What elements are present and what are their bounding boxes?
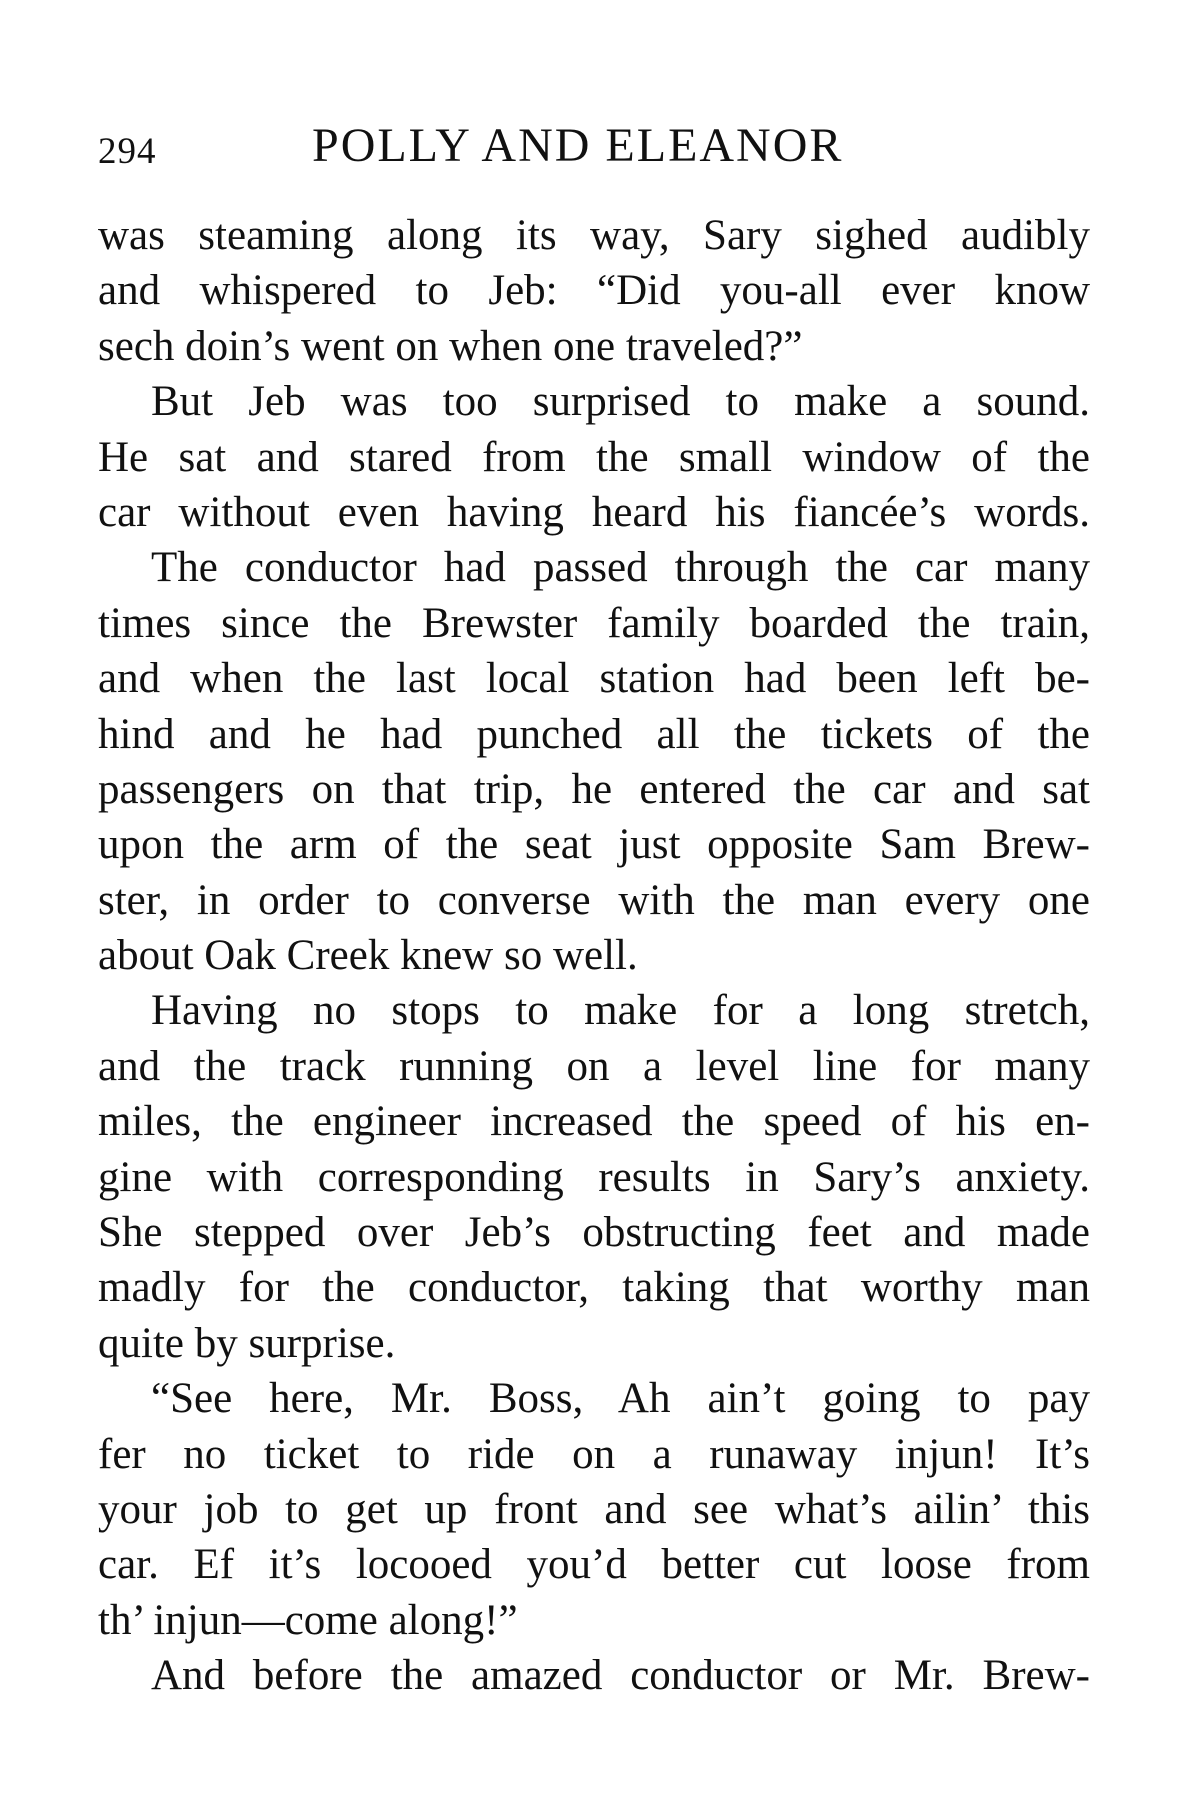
text-line: Having no stops to make for a long stretch, <box>151 987 1090 1035</box>
text-line: and whispered to Jeb: “Did you-all ever know <box>98 267 1090 315</box>
text-line: madly for the conductor, taking that worthy man <box>98 1264 1090 1312</box>
text-line: upon the arm of the seat just opposite Sam Brew- <box>98 821 1090 869</box>
text-line: and the track running on a level line for many <box>98 1042 1090 1090</box>
text-line: passengers on that trip, he entered the car and sat <box>98 765 1090 813</box>
body-text <box>98 208 1090 1704</box>
text-line: She stepped over Jeb’s obstructing feet and made <box>98 1209 1090 1257</box>
text-line: and when the last local station had been left be- <box>98 655 1090 703</box>
text-line: gine with corresponding results in Sary’s anxiety. <box>98 1153 1090 1201</box>
text-line: “See here, Mr. Boss, Ah ain’t going to pay <box>151 1375 1090 1423</box>
text-line: about Oak Creek knew so well. <box>98 932 638 980</box>
text-line: quite by surprise. <box>98 1319 396 1367</box>
text-line: He sat and stared from the small window of the <box>98 433 1090 481</box>
text-line: The conductor had passed through the car many <box>151 544 1090 592</box>
text-line: And before the amazed conductor or Mr. Brew- <box>151 1652 1090 1700</box>
text-line: th’ injun—come along!” <box>98 1596 518 1644</box>
text-line: hind and he had punched all the tickets of the <box>98 710 1090 758</box>
page-number: 294 <box>98 131 157 172</box>
running-head <box>98 118 1090 178</box>
text-line: sech doin’s went on when one traveled?” <box>98 322 803 370</box>
text-line: car. Ef it’s locooed you’d better cut loose from <box>98 1541 1090 1589</box>
text-line: fer no ticket to ride on a runaway injun! It’s <box>98 1430 1090 1478</box>
text-line: car without even having heard his fiancée’s words. <box>98 488 1090 536</box>
text-line: times since the Brewster family boarded the train, <box>98 599 1090 647</box>
text-line: miles, the engineer increased the speed of his en- <box>98 1098 1090 1146</box>
text-line: was steaming along its way, Sary sighed audibly <box>98 212 1090 259</box>
text-line: But Jeb was too surprised to make a sound. <box>151 378 1090 426</box>
book-title: POLLY AND ELEANOR <box>312 119 844 172</box>
text-line: your job to get up front and see what’s ailin’ this <box>98 1485 1090 1533</box>
text-line: ster, in order to converse with the man every one <box>98 876 1090 924</box>
